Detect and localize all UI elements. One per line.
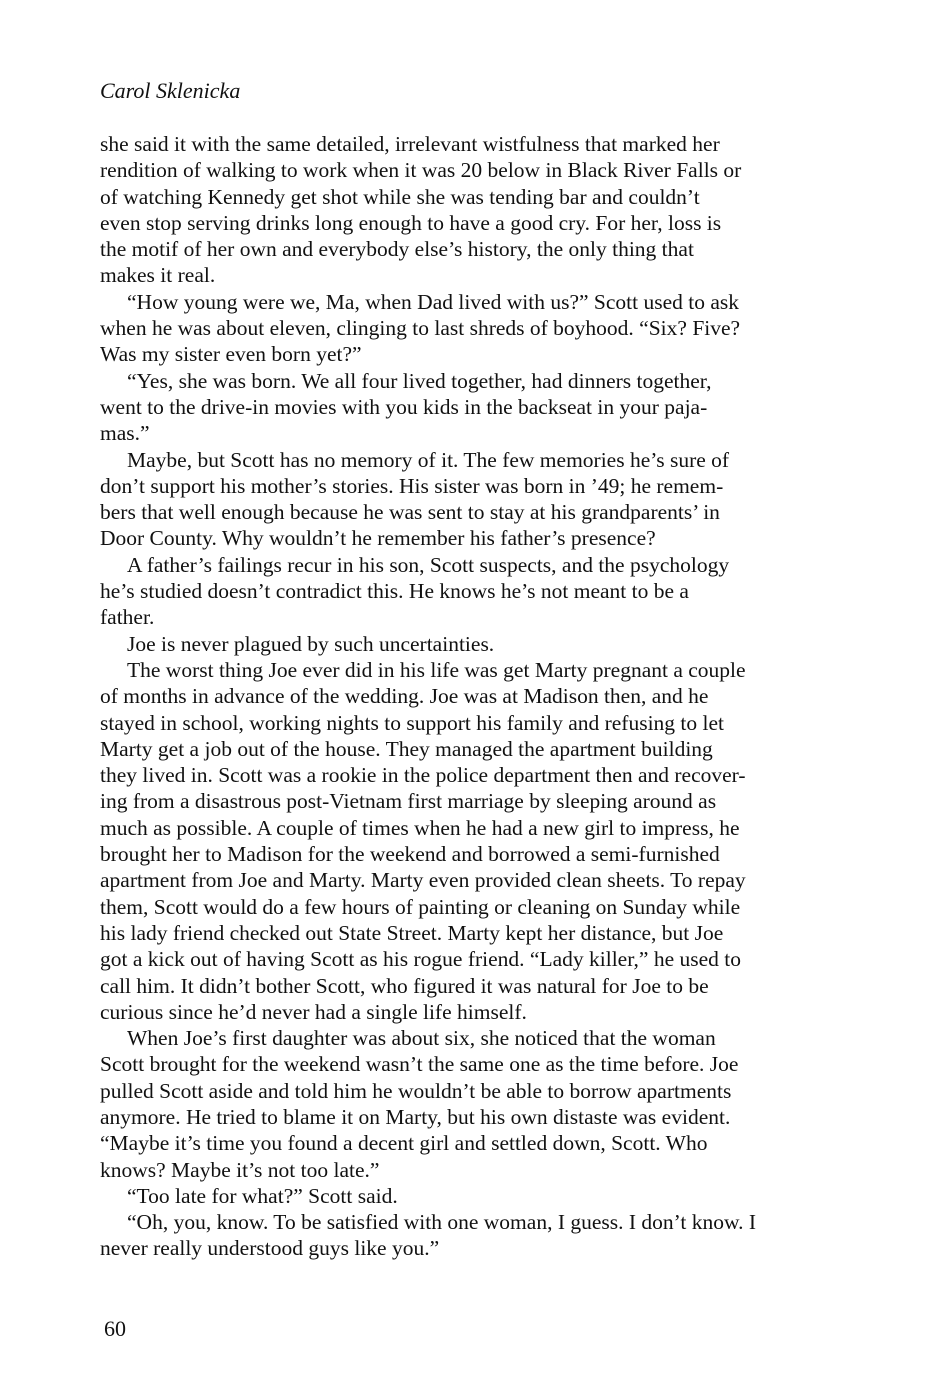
text-line: A father’s failings recur in his son, Scott suspects, and the psychology (127, 552, 730, 577)
text-line: bers that well enough because he was sent to stay at his grandparents’ in (100, 500, 720, 525)
text-line: Was my sister even born yet?” (100, 342, 362, 367)
text-line: Marty get a job out of the house. They managed the apartment building (100, 736, 713, 761)
text-line: of watching Kennedy get shot while she was tending bar and couldn’t (100, 184, 700, 209)
text-line: apartment from Joe and Marty. Marty even provided clean sheets. To repay (100, 868, 746, 893)
text-line: “Yes, she was born. We all four lived together, had dinners together, (127, 368, 712, 393)
text-line: The worst thing Joe ever did in his life was get Marty pregnant a couple (127, 657, 746, 682)
text-line: she said it with the same detailed, irrelevant wistfulness that marked her (100, 132, 720, 156)
text-line: father. (100, 605, 155, 630)
text-line: don’t support his mother’s stories. His sister was born in ’49; he remem- (100, 473, 724, 498)
text-line: Maybe, but Scott has no memory of it. The few memories he’s sure of (127, 447, 730, 472)
text-line: knows? Maybe it’s not too late.” (100, 1157, 380, 1182)
text-line: even stop serving drinks long enough to have a good cry. For her, loss is (100, 210, 722, 235)
running-head: Carol Sklenicka (100, 78, 241, 103)
page-number: 60 (104, 1316, 126, 1341)
text-line: makes it real. (100, 263, 216, 288)
text-line: he’s studied doesn’t contradict this. He knows he’s not meant to be a (100, 579, 689, 604)
text-line: Door County. Why wouldn’t he remember his father’s presence? (100, 526, 656, 551)
text-line: the motif of her own and everybody else’s history, the only thing that (100, 237, 694, 262)
text-line: mas.” (100, 421, 150, 446)
text-line: When Joe’s first daughter was about six, she noticed that the woman (127, 1026, 716, 1051)
text-line: “How young were we, Ma, when Dad lived with us?” Scott used to ask (127, 289, 740, 314)
text-line: pulled Scott aside and told him he wouldn’t be able to borrow apartments (100, 1078, 732, 1103)
text-line: ing from a disastrous post-Vietnam first marriage by sleeping around as (100, 789, 717, 814)
text-line: curious since he’d never had a single life himself. (100, 999, 527, 1024)
text-line: “Oh, you, know. To be satisfied with one woman, I guess. I don’t know. I (127, 1210, 757, 1235)
text-line: anymore. He tried to blame it on Marty, but his own distaste was evident. (100, 1104, 731, 1129)
text-line: of months in advance of the wedding. Joe was at Madison then, and he (100, 684, 709, 709)
text-line: they lived in. Scott was a rookie in the police department then and recover- (100, 763, 746, 788)
text-line: got a kick out of having Scott as his rogue friend. “Lady killer,” he used to (100, 947, 741, 972)
text-line: his lady friend checked out State Street. Marty kept her distance, but Joe (100, 920, 724, 945)
text-line: “Too late for what?” Scott said. (127, 1183, 398, 1208)
body-text (100, 131, 840, 1262)
text-line: brought her to Madison for the weekend and borrowed a semi-furnished (100, 842, 720, 867)
text-line: stayed in school, working nights to support his family and refusing to let (100, 710, 725, 735)
text-line: rendition of walking to work when it was 20 below in Black River Falls or (100, 158, 742, 183)
text-line: never really understood guys like you.” (100, 1236, 440, 1261)
text-line: “Maybe it’s time you found a decent girl and settled down, Scott. Who (100, 1131, 708, 1156)
text-line: went to the drive-in movies with you kids in the backseat in your paja- (100, 394, 708, 419)
text-line: Joe is never plagued by such uncertainties. (127, 631, 495, 656)
text-line: them, Scott would do a few hours of painting or cleaning on Sunday while (100, 894, 741, 919)
text-line: Scott brought for the weekend wasn’t the same one as the time before. Joe (100, 1052, 739, 1077)
text-line: call him. It didn’t bother Scott, who figured it was natural for Joe to be (100, 973, 709, 998)
text-line: when he was about eleven, clinging to last shreds of boyhood. “Six? Five? (100, 316, 741, 341)
text-line: much as possible. A couple of times when he had a new girl to impress, he (100, 815, 740, 840)
